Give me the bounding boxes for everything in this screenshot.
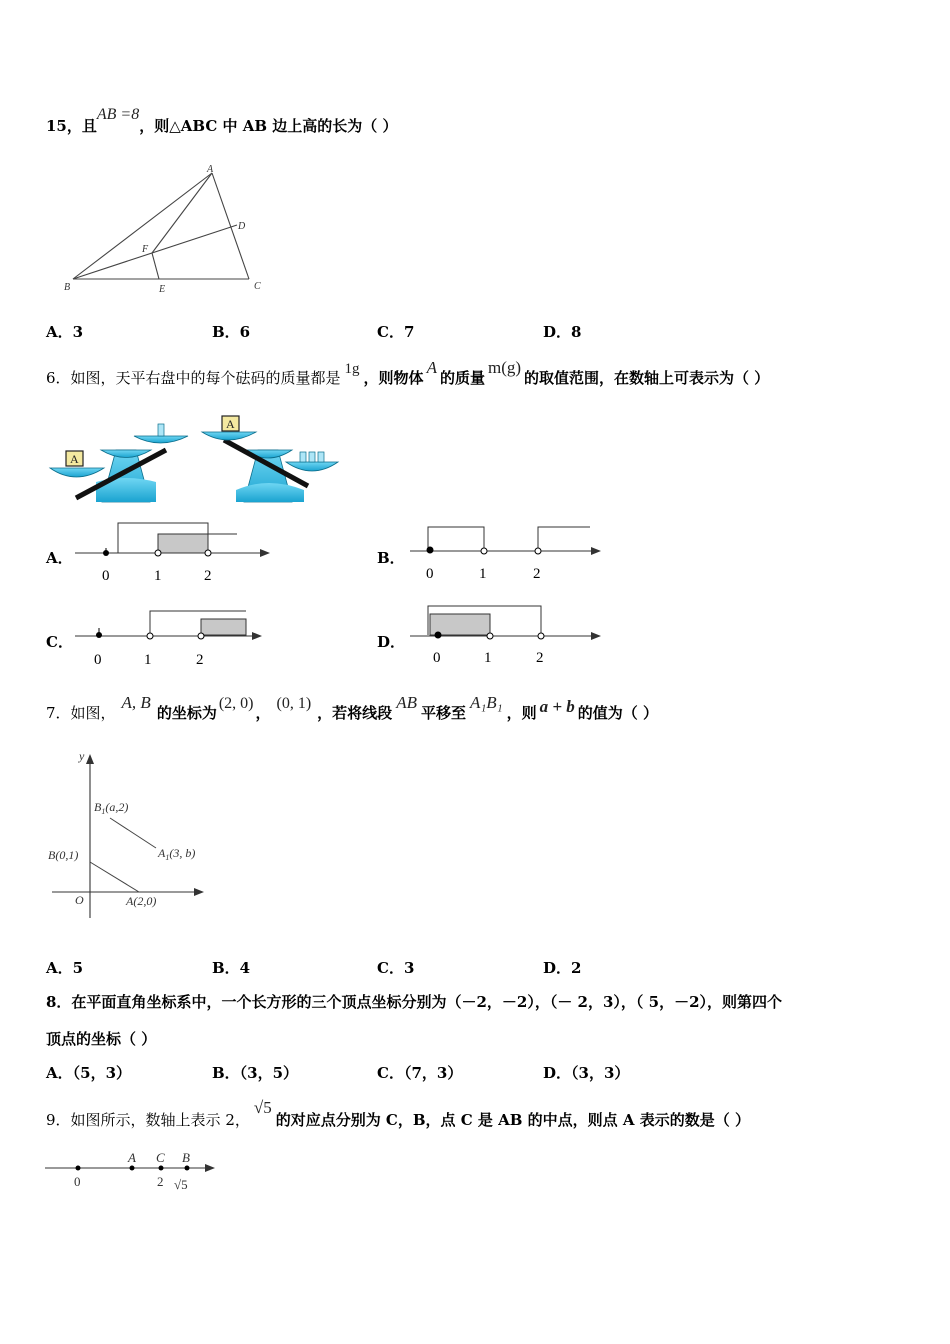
q8-option-d[interactable]: D．（3，3） bbox=[543, 1064, 630, 1082]
number-line-b bbox=[400, 518, 610, 588]
weight-icon bbox=[158, 424, 164, 436]
svg-text:A: A bbox=[70, 452, 79, 466]
svg-text:A(2,0): A(2,0) bbox=[126, 894, 157, 908]
balance-left bbox=[50, 424, 188, 502]
svg-text:B: B bbox=[182, 1150, 190, 1165]
svg-text:A1(3, b): $A_1(3$, b) bbox=[158, 846, 196, 862]
svg-text:√5: √5 bbox=[174, 1177, 188, 1192]
q6-option-b[interactable]: B． bbox=[377, 549, 405, 567]
q15-stem: 15，且AB =8，则△ABC 中 AB 边上高的长为（ ） bbox=[46, 106, 398, 135]
q15-option-b[interactable]: B．6 bbox=[212, 323, 251, 341]
weight-icon bbox=[309, 452, 315, 462]
number-line-d bbox=[400, 602, 610, 672]
q7-option-c[interactable]: C．3 bbox=[377, 959, 415, 977]
q6-option-c[interactable]: C． bbox=[46, 633, 73, 651]
q9-number-line bbox=[40, 1146, 230, 1201]
q15-math: AB =8 bbox=[96, 106, 140, 123]
svg-text:C: C bbox=[156, 1150, 165, 1165]
svg-text:O: O bbox=[75, 893, 84, 907]
q8-option-a[interactable]: A．（5，3） bbox=[46, 1064, 132, 1082]
q6-option-a[interactable]: A． bbox=[46, 549, 73, 567]
number-line-c bbox=[70, 602, 280, 672]
weight-icon bbox=[300, 452, 306, 462]
svg-text:2: 2 bbox=[196, 652, 204, 668]
q8-stem-line2: 顶点的坐标（ ） bbox=[46, 1030, 157, 1048]
q15-option-d[interactable]: D．8 bbox=[543, 323, 582, 341]
balance-figure bbox=[46, 410, 341, 505]
label-b: B bbox=[64, 282, 71, 293]
q7-option-b[interactable]: B．4 bbox=[212, 959, 251, 977]
edge-ba bbox=[73, 173, 212, 279]
svg-text:1: 1 bbox=[479, 566, 487, 582]
label-f: F bbox=[142, 244, 149, 255]
q8-option-c[interactable]: C．（7，3） bbox=[377, 1064, 463, 1082]
svg-text:0: 0 bbox=[102, 568, 110, 584]
svg-text:1: 1 bbox=[154, 568, 162, 584]
label-a: A bbox=[207, 164, 214, 175]
svg-text:2: 2 bbox=[204, 568, 212, 584]
q6-option-d[interactable]: D． bbox=[377, 633, 406, 651]
label-d: D bbox=[238, 221, 246, 232]
q15-option-a[interactable]: A．3 bbox=[46, 323, 84, 341]
svg-text:A: A bbox=[226, 417, 235, 431]
triangle-figure bbox=[56, 160, 276, 300]
svg-text:A: A bbox=[128, 1150, 136, 1165]
weight-icon bbox=[318, 452, 324, 462]
svg-text:2: 2 bbox=[533, 566, 541, 582]
svg-text:0: 0 bbox=[94, 652, 102, 668]
segment-fa bbox=[152, 173, 212, 253]
svg-text:B1(a,2): $B_1(a,2)$ bbox=[94, 800, 129, 816]
balance-right bbox=[202, 416, 338, 502]
svg-text:B(0,1): B(0,1) bbox=[48, 848, 79, 862]
svg-text:0: 0 bbox=[74, 1174, 81, 1189]
q9-stem: 9．如图所示，数轴上表示 2，√5的对应点分别为 C，B，点 C 是 AB 的中点，则点 A 表示的数是（ ） bbox=[46, 1098, 750, 1129]
q8-stem-line1: 8．在平面直角坐标系中，一个长方形的三个顶点坐标分别为（－2，－2），（－ 2，3），（ 5，－2），则第四个 bbox=[46, 993, 783, 1011]
label-c: C bbox=[254, 281, 261, 292]
svg-text:2: 2 bbox=[536, 650, 544, 666]
q8-option-b[interactable]: B．（3，5） bbox=[212, 1064, 299, 1082]
q7-option-d[interactable]: D．2 bbox=[543, 959, 582, 977]
q7-option-a[interactable]: A．5 bbox=[46, 959, 84, 977]
svg-text:0: 0 bbox=[433, 650, 441, 666]
svg-text:1: 1 bbox=[144, 652, 152, 668]
label-e: E bbox=[159, 284, 166, 295]
segment-bd bbox=[73, 225, 237, 279]
svg-text:2: 2 bbox=[157, 1174, 164, 1189]
q7-stem: 7．如图，A, B的坐标为(2, 0)，(0, 1)，若将线段AB平移至A₁B₁，则 a + b 的值为（ ） bbox=[46, 693, 659, 722]
number-line-a bbox=[70, 518, 280, 588]
coordinate-figure bbox=[46, 748, 226, 923]
svg-text:y: y bbox=[79, 749, 85, 763]
svg-text:0: 0 bbox=[426, 566, 434, 582]
segment-fe bbox=[152, 253, 159, 279]
q15-option-c[interactable]: C．7 bbox=[377, 323, 415, 341]
svg-text:1: 1 bbox=[484, 650, 492, 666]
q6-stem: 6．如图，天平右盘中的每个砝码的质量都是 1g ，则物体A的质量m(g)的取值范围，在数轴上可表示为（ ） bbox=[46, 358, 770, 387]
